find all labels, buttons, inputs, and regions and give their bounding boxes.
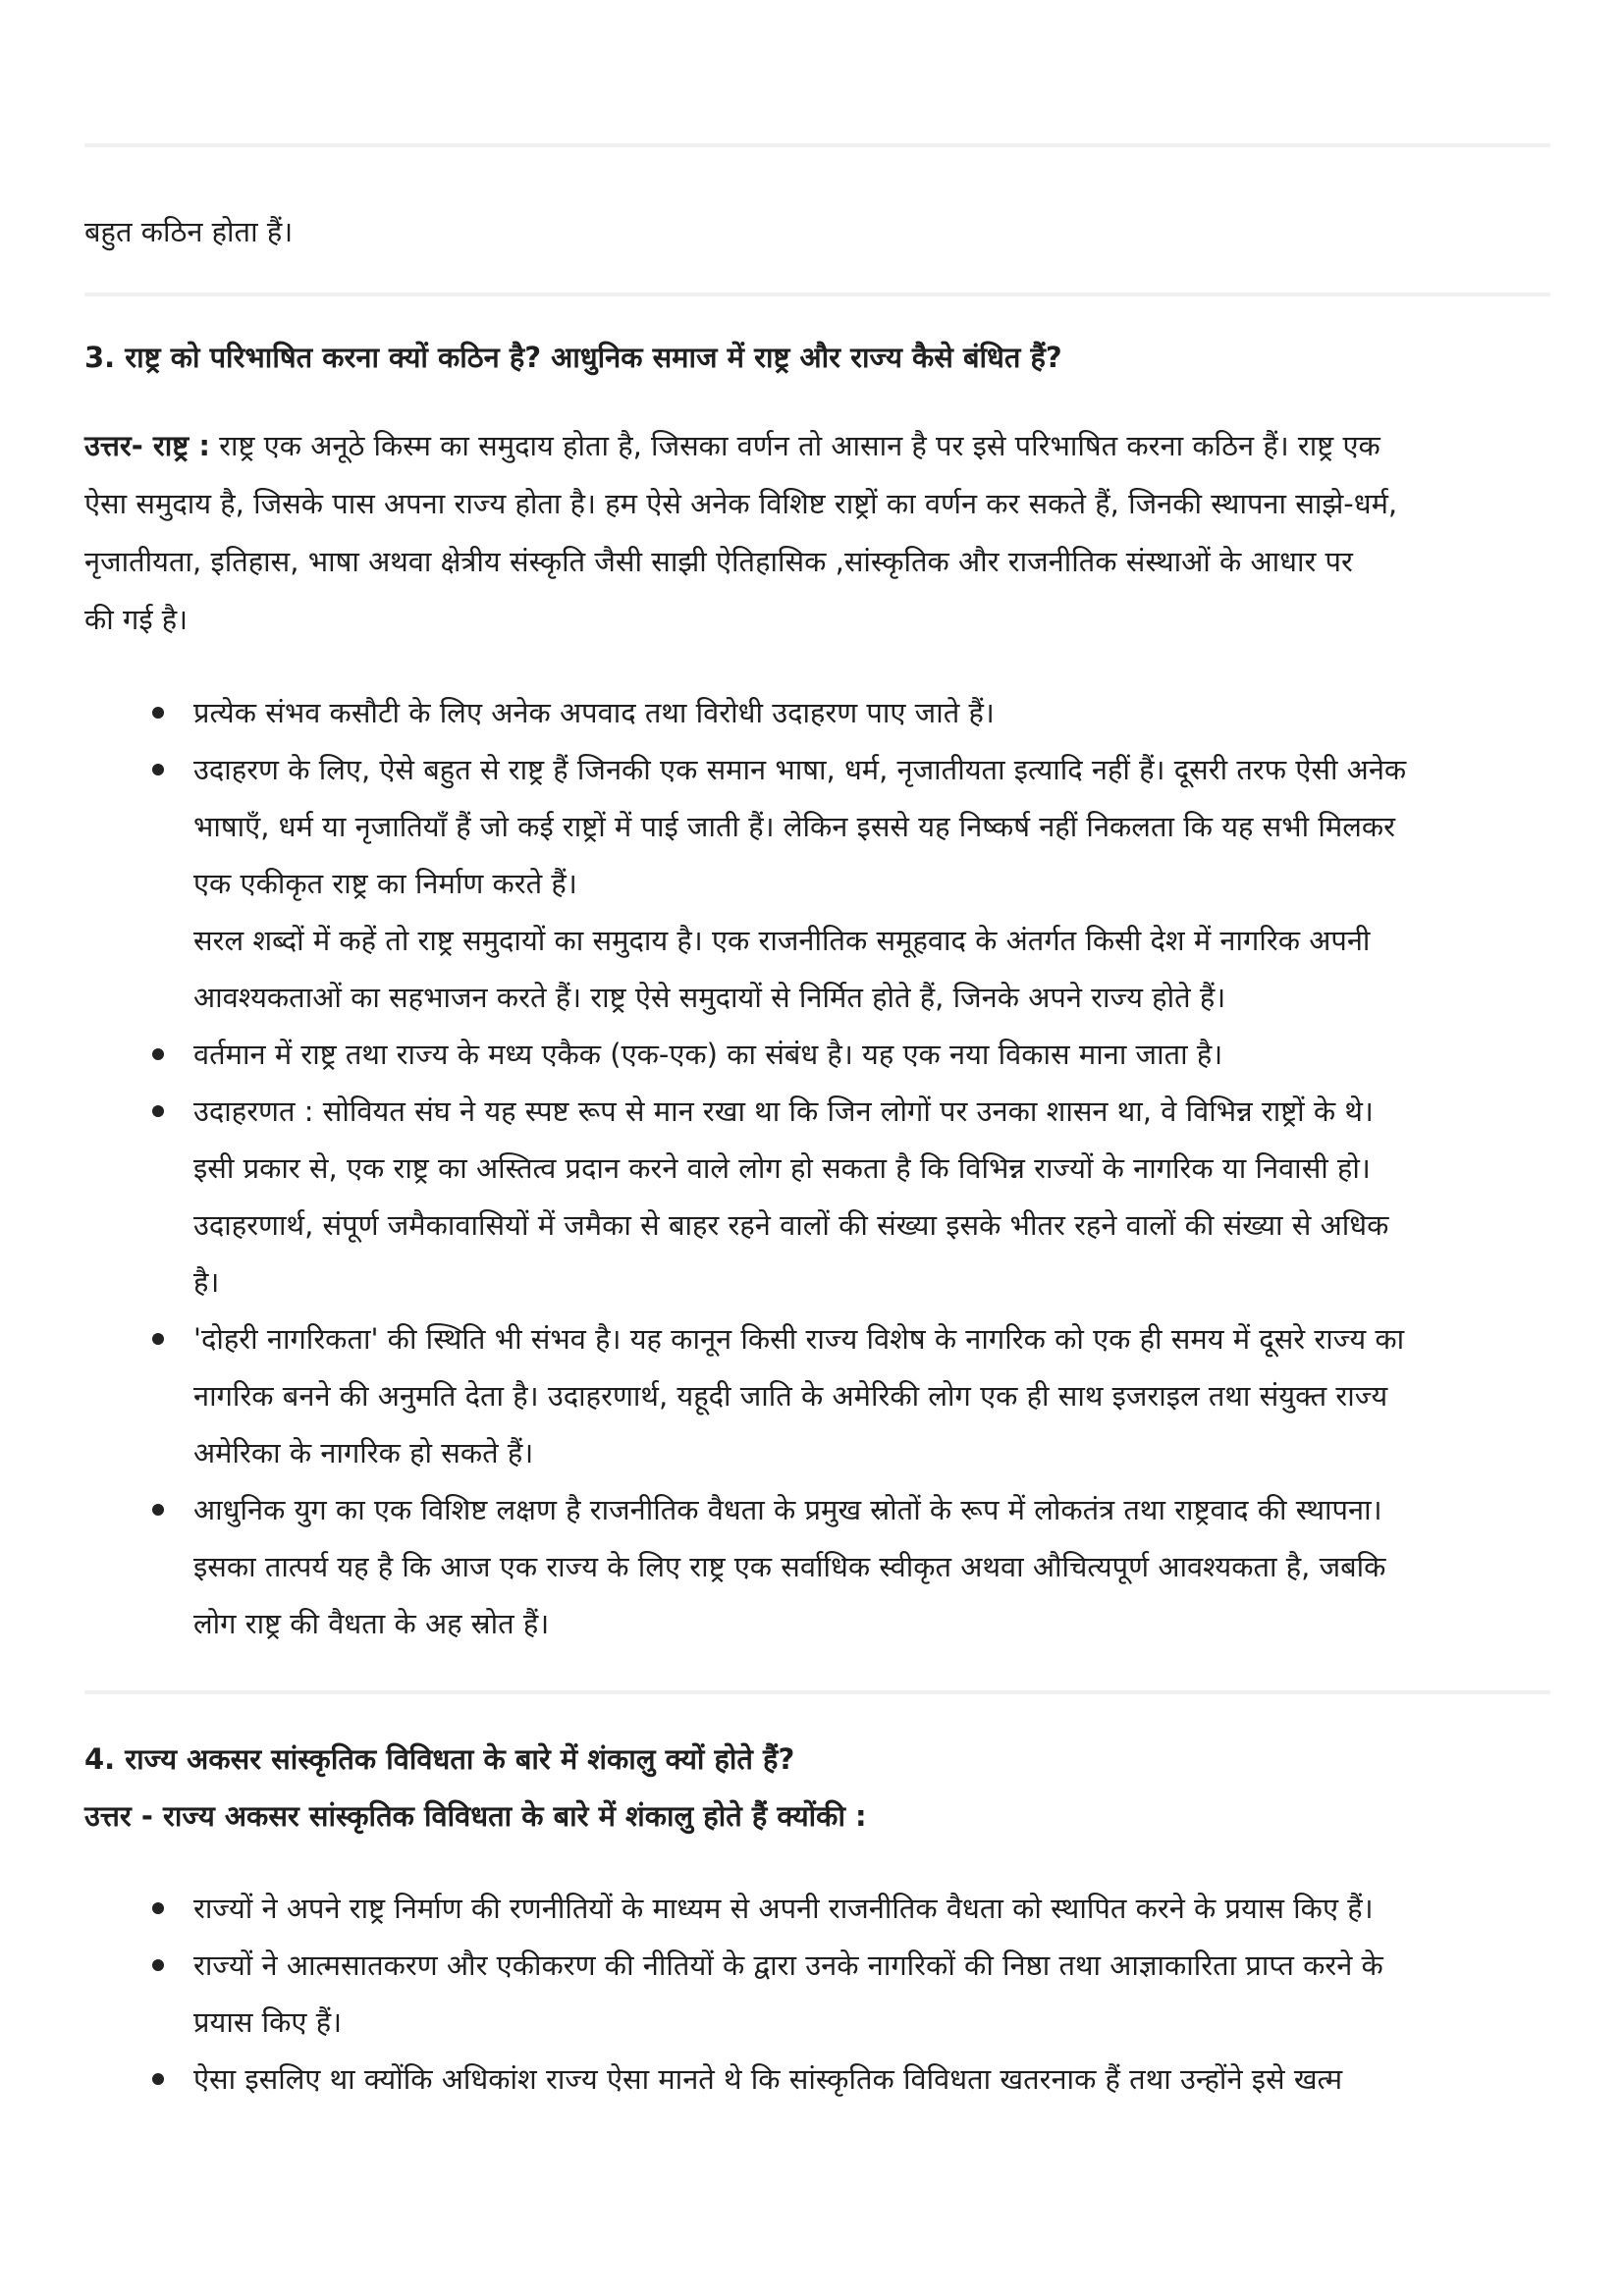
- question-3: 3. राष्ट्र को परिभाषित करना क्यों कठिन है? आधुनिक समाज में राष्ट्र और राज्य कैसे बंधित हैं?: [84, 341, 1062, 374]
- bullet-icon: [152, 707, 164, 719]
- separator: [84, 143, 1550, 147]
- list-item-line: आवश्यकताओं का सहभाजन करते हैं। राष्ट्र ऐसे समुदायों से निर्मित होते हैं, जिनके अपने राज्य होते हैं।: [193, 981, 1226, 1014]
- bullet-icon: [152, 1959, 164, 1971]
- list-item-line: अमेरिका के नागरिक हो सकते हैं।: [193, 1436, 534, 1469]
- list-item: आधुनिक युग का एक विशिष्ट लक्षण है राजनीतिक वैधता के प्रमुख स्रोतों के रूप में लोकतंत्र तथा राष्ट्रवाद की स्थापना।: [193, 1493, 1382, 1526]
- bullet-icon: [152, 764, 164, 775]
- list-item: वर्तमान में राष्ट्र तथा राज्य के मध्य एकैक (एक-एक) का संबंध है। यह एक नया विकास माना जाता है।: [193, 1038, 1223, 1071]
- answer-3-line: ऐसा समुदाय है, जिसके पास अपना राज्य होता है। हम ऐसे अनेक विशिष्ट राष्ट्रों का वर्णन कर सकते हैं, जिनकी स्थापना साझे-धर्म,: [84, 487, 1398, 520]
- bullet-icon: [152, 1048, 164, 1060]
- list-item: उदाहरण के लिए, ऐसे बहुत से राष्ट्र हैं जिनकी एक समान भाषा, धर्म, नृजातीयता इत्यादि नहीं हैं। दूसरी तरफ ऐसी अनेक: [193, 753, 1407, 786]
- bullet-icon: [152, 1504, 164, 1516]
- question-4: 4. राज्य अकसर सांस्कृतिक विविधता के बारे में शंकालु क्यों होते हैं?: [84, 1742, 795, 1776]
- answer-3-line: की गई है।: [84, 603, 189, 636]
- list-item-line: इसी प्रकार से, एक राष्ट्र का अस्तित्व प्रदान करने वाले लोग हो सकता है कि विभिन्न राज्यों के नागरिक या निवासी हो।: [193, 1151, 1371, 1185]
- answer-label: उत्तर- राष्ट्र :: [84, 429, 210, 462]
- list-item-line: लोग राष्ट्र की वैधता के अह स्रोत हैं।: [193, 1607, 550, 1640]
- answer-3-line: उत्तर- राष्ट्र : राष्ट्र एक अनूठे किस्म का समुदाय होता है, जिसका वर्णन तो आसान है पर इसे परिभाषित करना कठिन हैं। राष्ट्र एक: [84, 429, 1380, 462]
- list-item-line: एक एकीकृत राष्ट्र का निर्माण करते हैं।: [193, 867, 577, 900]
- intro-tail: बहुत कठिन होता हैं।: [84, 215, 294, 248]
- answer-3-line: नृजातीयता, इतिहास, भाषा अथवा क्षेत्रीय संस्कृति जैसी साझी ऐतिहासिक ,सांस्कृतिक और राजनीतिक संस्थाओं के आधार पर: [84, 545, 1353, 578]
- list-item: राज्यों ने आत्मसातकरण और एकीकरण की नीतियों के द्वारा उनके नागरिकों की निष्ठा तथा आज्ञाकारिता प्राप्त करने के: [193, 1949, 1383, 1982]
- list-item-line: प्रयास किए हैं।: [193, 2005, 343, 2039]
- separator: [84, 293, 1550, 296]
- list-item-line: उदाहरणार्थ, संपूर्ण जमैकावासियों में जमैका से बाहर रहने वालों की संख्या इसके भीतर रहने वालों की संख्या से अधिक: [193, 1208, 1389, 1242]
- list-item-line: सरल शब्दों में कहें तो राष्ट्र समुदायों का समुदाय है। एक राजनीतिक समूहवाद के अंतर्गत किसी देश में नागरिक अपनी: [193, 924, 1371, 957]
- list-item-line: भाषाएँ, धर्म या नृजातियाँ हैं जो कई राष्ट्रों में पाई जाती हैं। लेकिन इससे यह निष्कर्ष नहीं निकलता कि यह सभी मिलकर: [193, 810, 1396, 843]
- list-item-line: नागरिक बनने की अनुमति देता है। उदाहरणार्थ, यहूदी जाति के अमेरिकी लोग एक ही साथ इजराइल तथा संयुक्त राज्य: [193, 1379, 1388, 1413]
- bullet-icon: [152, 1105, 164, 1117]
- answer-4-heading: उत्तर - राज्य अकसर सांस्कृतिक विविधता के बारे में शंकालु होते हैं क्योंकी :: [84, 1799, 867, 1833]
- list-item: ऐसा इसलिए था क्योंकि अधिकांश राज्य ऐसा मानते थे कि सांस्कृतिक विविधता खतरनाक हैं तथा उन्होंने इसे खत्म: [193, 2062, 1343, 2096]
- bullet-icon: [152, 1333, 164, 1345]
- list-item-line: है।: [193, 1265, 220, 1299]
- separator: [84, 1690, 1550, 1694]
- list-item: प्रत्येक संभव कसौटी के लिए अनेक अपवाद तथा विरोधी उदाहरण पाए जाते हैं।: [193, 696, 995, 729]
- bullet-icon: [152, 1902, 164, 1914]
- list-item: उदाहरणत : सोवियत संघ ने यह स्पष्ट रूप से मान रखा था कि जिन लोगों पर उनका शासन था, वे विभिन्न राष्ट्रों के थे।: [193, 1095, 1374, 1128]
- bullet-icon: [152, 2073, 164, 2085]
- list-item: राज्यों ने अपने राष्ट्र निर्माण की रणनीतियों के माध्यम से अपनी राजनीतिक वैधता को स्थापित करने के प्रयास किए हैं।: [193, 1892, 1374, 1925]
- list-item: 'दोहरी नागरिकता' की स्थिति भी संभव है। यह कानून किसी राज्य विशेष के नागरिक को एक ही समय में दूसरे राज्य का: [193, 1322, 1405, 1356]
- list-item-line: इसका तात्पर्य यह है कि आज एक राज्य के लिए राष्ट्र एक सर्वाधिक स्वीकृत अथवा औचित्यपूर्ण आवश्यकता है, जबकि: [193, 1550, 1386, 1583]
